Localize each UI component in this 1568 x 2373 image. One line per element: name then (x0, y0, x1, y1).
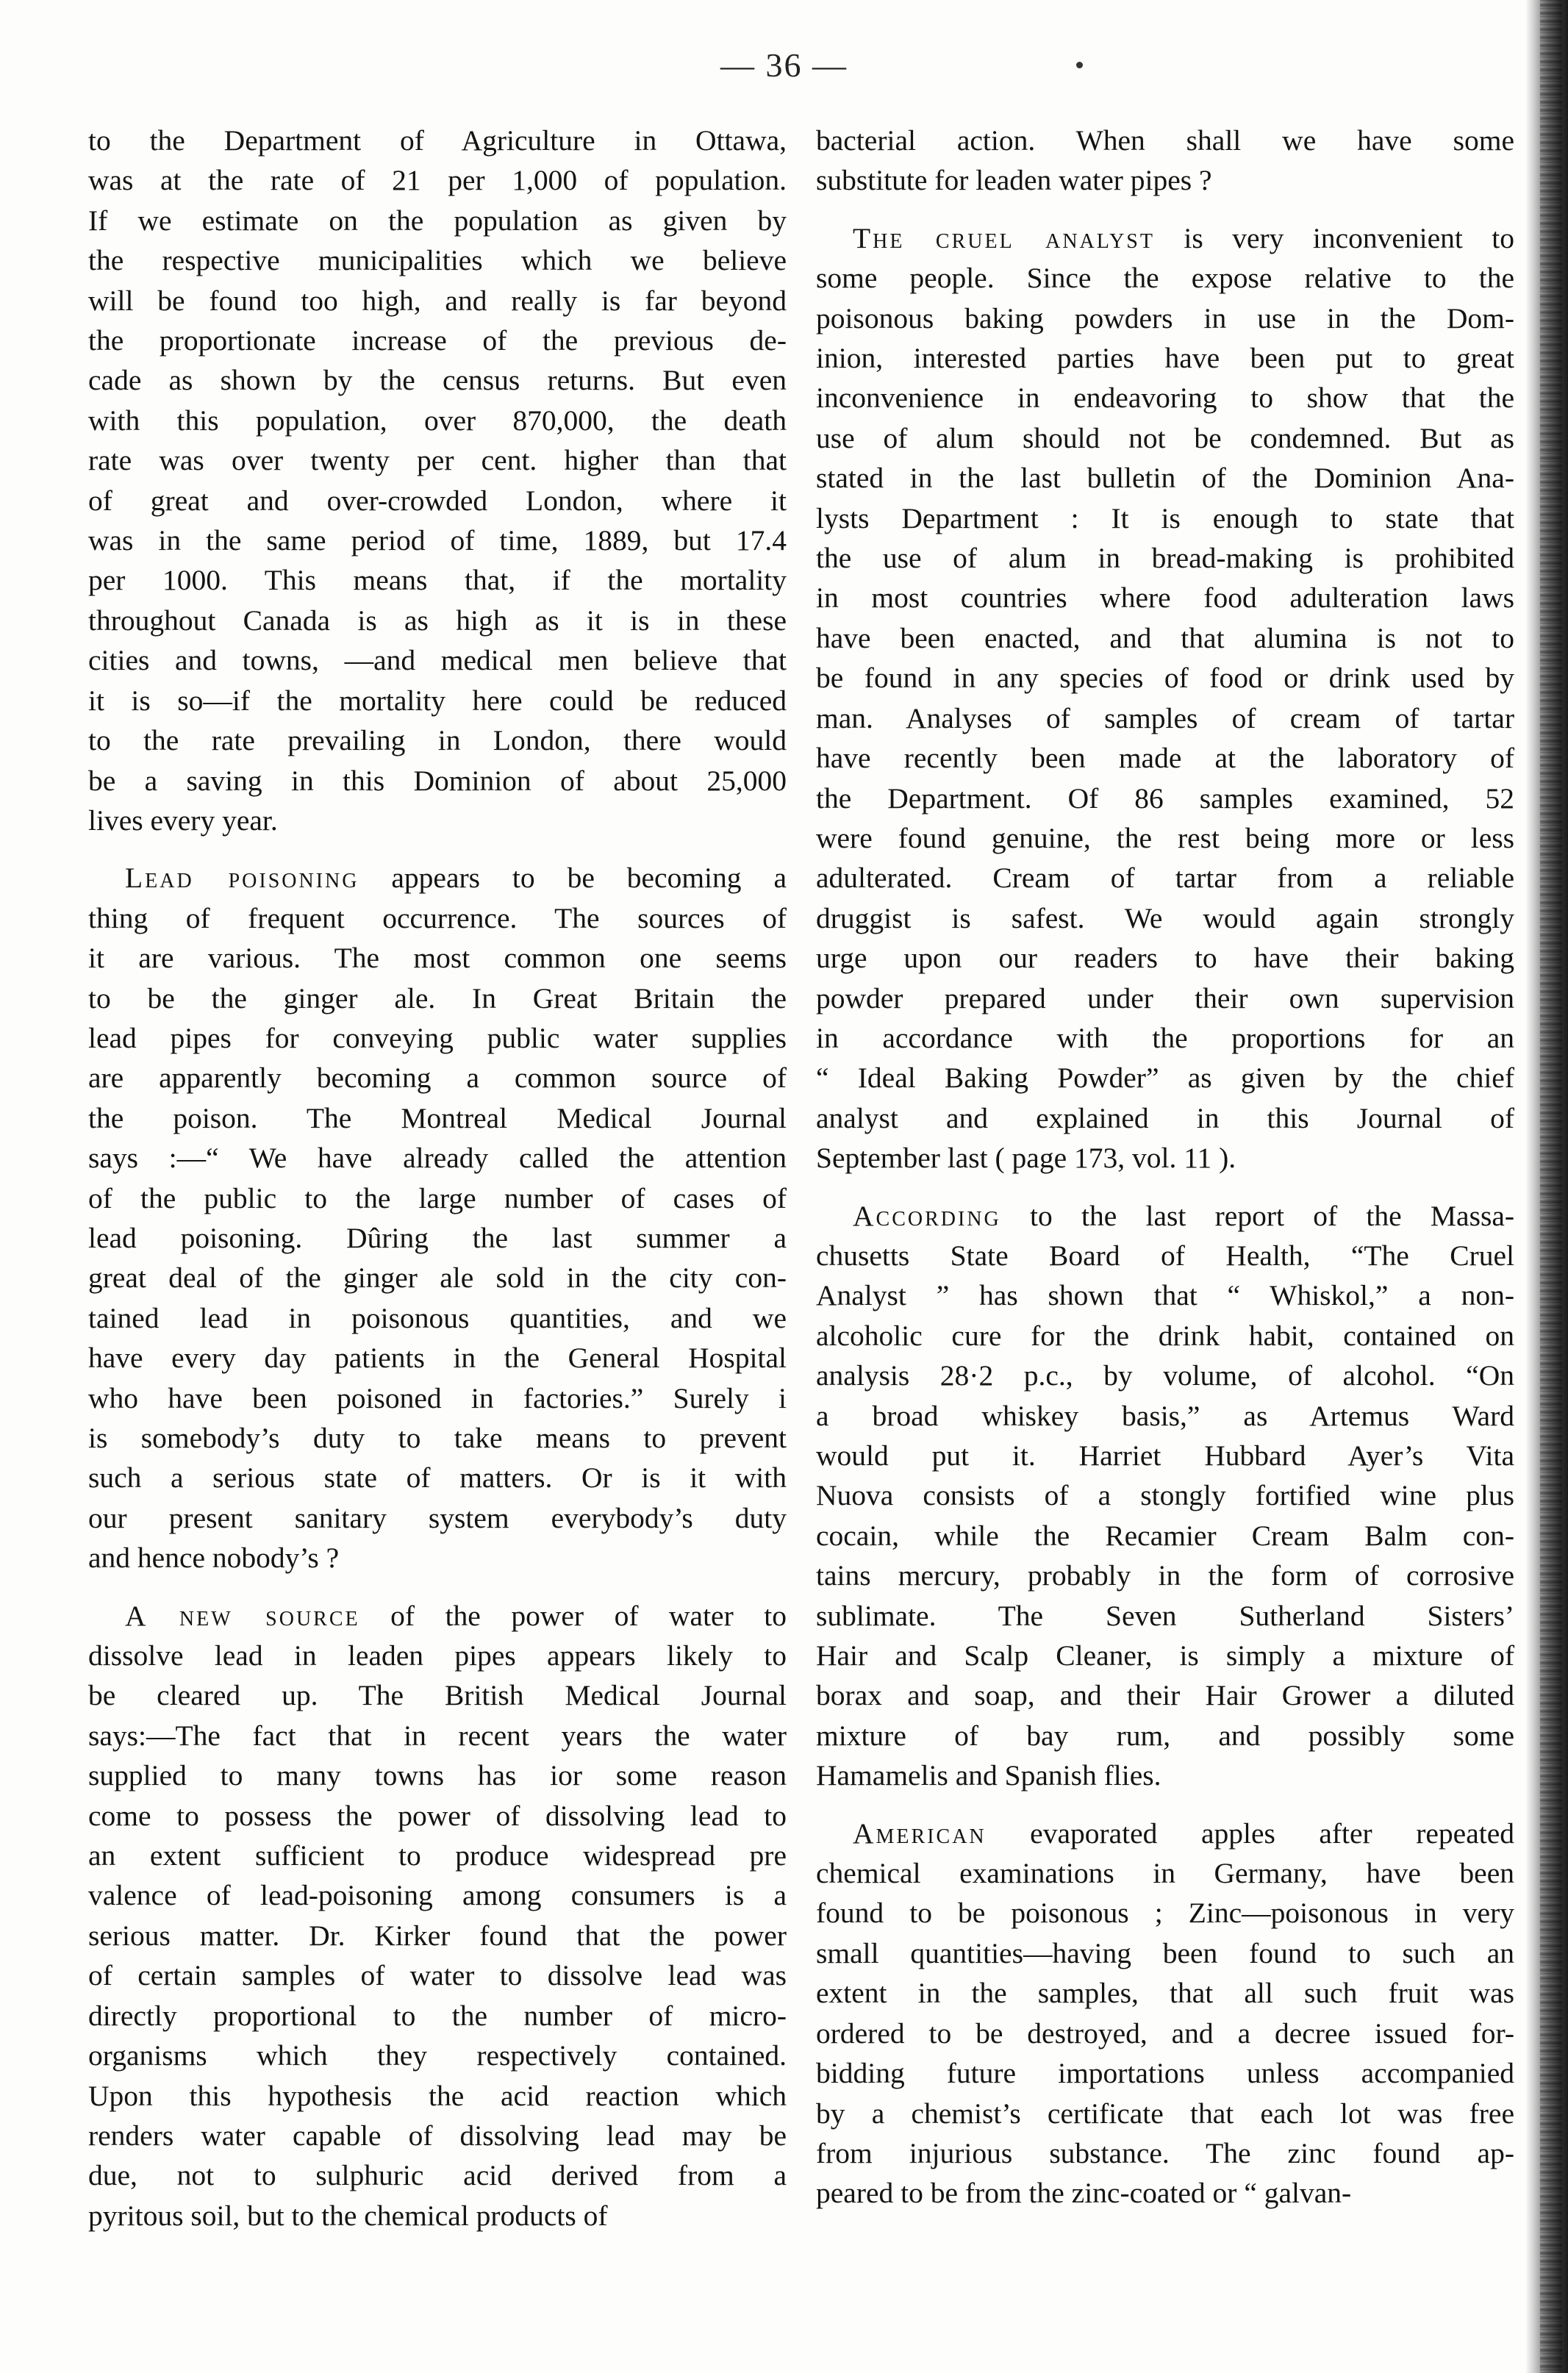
text-line: stated in the last bulletin of the Dominion Ana- (816, 462, 1514, 495)
paragraph-lead-in: American (853, 1817, 987, 1850)
text-line: due, not to sulphuric acid derived from a (88, 2159, 787, 2192)
text-line: it is so—if the mortality here could be reduced (88, 684, 787, 717)
text-line (816, 1814, 1514, 1853)
text-line: thing of frequent occurrence. The sources of (88, 901, 787, 934)
text-line: our present sanitary system everybody’s duty (88, 1501, 787, 1534)
printing-speck (1076, 62, 1083, 68)
text-line: tained lead in poisonous quantities, and we (88, 1301, 787, 1334)
text-line: by a chemist’s certificate that each lot was free (816, 2097, 1514, 2130)
text-line: the respective municipalities which we believe (88, 244, 787, 277)
text-line: peared to be from the zinc-coated or “ galvan- (816, 2177, 1352, 2210)
text-line (88, 1596, 787, 1636)
text-line: lives every year. (88, 803, 278, 837)
article-paragraph (88, 121, 787, 840)
text-line: alcoholic cure for the drink habit, contained on (816, 1319, 1514, 1352)
text-line: renders water capable of dissolving lead may be (88, 2119, 787, 2152)
article-paragraph (816, 1814, 1514, 2213)
text-line: directly proportional to the number of micro- (88, 1999, 787, 2032)
text-line: tains mercury, probably in the form of corrosive (816, 1559, 1514, 1592)
text-line: in most countries where food adulteration laws (816, 581, 1514, 615)
text-line: Analyst ” has shown that “ Whiskol,” a non- (816, 1279, 1514, 1312)
text-line: such a serious state of matters. Or is it with (88, 1461, 787, 1495)
text-line: says :—“ We have already called the attention (88, 1142, 787, 1175)
text-line-content: appears to be becoming a (359, 862, 787, 895)
article-paragraph (816, 1196, 1514, 1796)
text-line (88, 858, 787, 898)
text-line (816, 218, 1514, 258)
text-line: dissolve lead in leaden pipes appears likely to (88, 1639, 787, 1672)
text-line: Hamamelis and Spanish flies. (816, 1759, 1161, 1792)
text-line: be cleared up. The British Medical Journal (88, 1679, 787, 1712)
text-line: analyst and explained in this Journal of (816, 1101, 1514, 1134)
text-line: small quantities—having been found to such an (816, 1936, 1514, 1969)
text-line-content: of the power of water to (359, 1599, 787, 1632)
text-line: to be the ginger ale. In Great Britain the (88, 981, 787, 1014)
text-line: says:—The fact that in recent years the water (88, 1719, 787, 1752)
text-line: the proportionate increase of the previous de- (88, 324, 787, 357)
text-line: druggist is safest. We would again strongly (816, 901, 1514, 934)
text-line: bidding future importations unless accompanied (816, 2057, 1514, 2090)
text-line: Upon this hypothesis the acid reaction which (88, 2079, 787, 2112)
scanned-page-edge-texture (1540, 0, 1562, 2373)
text-line: per 1000. This means that, if the mortality (88, 564, 787, 597)
text-line: Nuova consists of a stongly fortified wine plus (816, 1479, 1514, 1512)
text-line: the poison. The Montreal Medical Journal (88, 1101, 787, 1134)
text-line: Hair and Scalp Cleaner, is simply a mixture of (816, 1639, 1514, 1672)
text-line: a broad whiskey basis,” as Artemus Ward (816, 1399, 1514, 1432)
text-line: ordered to be destroyed, and a decree issued for- (816, 2016, 1514, 2050)
text-line: bacterial action. When shall we have some (816, 124, 1514, 157)
text-line: have recently been made at the laboratory of (816, 742, 1514, 775)
text-line: be found in any species of food or drink used by (816, 662, 1514, 695)
text-line-content: to the last report of the Massa- (1000, 1199, 1514, 1232)
text-line: the use of alum in bread-making is prohibited (816, 542, 1514, 575)
text-line: supplied to many towns has ior some reason (88, 1759, 787, 1792)
text-line: serious matter. Dr. Kirker found that the power (88, 1919, 787, 1952)
text-line (816, 1196, 1514, 1236)
text-line: throughout Canada is as high as it is in these (88, 604, 787, 637)
text-line: powder prepared under their own supervision (816, 981, 1514, 1014)
text-line: analysis 28·2 p.c., by volume, of alcohol. “On (816, 1359, 1514, 1392)
text-line: man. Analyses of samples of cream of tartar (816, 701, 1514, 734)
text-line: cocain, while the Recamier Cream Balm con- (816, 1519, 1514, 1552)
text-line: chusetts State Board of Health, “The Cruel (816, 1239, 1514, 1272)
text-line: of certain samples of water to dissolve lead was (88, 1959, 787, 1992)
text-line: of great and over-crowded London, where it (88, 484, 787, 517)
text-line: mixture of bay rum, and possibly some (816, 1719, 1514, 1752)
text-line: would put it. Harriet Hubbard Ayer’s Vita (816, 1439, 1514, 1472)
paragraph-lead-in: According (853, 1199, 1001, 1232)
text-line: cade as shown by the census returns. But even (88, 364, 787, 397)
text-line: extent in the samples, that all such fruit was (816, 1977, 1514, 2010)
text-line: be a saving in this Dominion of about 25,000 (88, 764, 787, 797)
text-line: to the Department of Agriculture in Ottawa, (88, 124, 787, 157)
text-line: with this population, over 870,000, the death (88, 404, 787, 437)
text-line: pyritous soil, but to the chemical products of (88, 2199, 608, 2232)
text-line: “ Ideal Baking Powder” as given by the chief (816, 1062, 1514, 1095)
text-line-content: evaporated apples after repeated (986, 1817, 1514, 1850)
text-line: come to possess the power of dissolving lead to (88, 1799, 787, 1832)
text-line: lead pipes for conveying public water supplies (88, 1021, 787, 1054)
text-line: sublimate. The Seven Sutherland Sisters’ (816, 1599, 1514, 1632)
text-line: If we estimate on the population as given by (88, 204, 787, 237)
text-line: lysts Department : It is enough to state that (816, 501, 1514, 534)
text-line: it are various. The most common one seems (88, 942, 787, 975)
text-line: inion, interested parties have been put to great (816, 342, 1514, 375)
text-line: were found genuine, the rest being more or less (816, 821, 1514, 854)
text-line: are apparently becoming a common source of (88, 1062, 787, 1095)
text-line: borax and soap, and their Hair Grower a diluted (816, 1679, 1514, 1712)
text-line: substitute for leaden water pipes ? (816, 164, 1212, 197)
text-line: organisms which they respectively contained. (88, 2039, 787, 2072)
text-line: chemical examinations in Germany, have been (816, 1857, 1514, 1890)
text-line: and hence nobody’s ? (88, 1542, 340, 1575)
text-line: adulterated. Cream of tartar from a reliable (816, 862, 1514, 895)
text-line: urge upon our readers to have their baking (816, 942, 1514, 975)
text-line: rate was over twenty per cent. higher than that (88, 444, 787, 477)
paragraph-lead-in: The cruel analyst (853, 221, 1155, 254)
left-column (88, 121, 787, 2236)
text-line: great deal of the ginger ale sold in the city con- (88, 1261, 787, 1295)
text-line: is somebody’s duty to take means to prevent (88, 1422, 787, 1454)
text-line: to the rate prevailing in London, there would (88, 724, 787, 757)
text-line: the Department. Of 86 samples examined, 52 (816, 781, 1514, 815)
text-line: who have been poisoned in factories.” Surely i (88, 1381, 787, 1414)
text-line: from injurious substance. The zinc found ap- (816, 2136, 1514, 2169)
text-line: some people. Since the expose relative to the (816, 262, 1514, 295)
text-line: valence of lead-poisoning among consumers is a (88, 1879, 787, 1912)
paragraph-lead-in: Lead poisoning (125, 862, 359, 895)
text-line: was at the rate of 21 per 1,000 of population. (88, 164, 787, 197)
page-number: — 36 — (720, 46, 848, 84)
article-paragraph (816, 218, 1514, 1178)
article-paragraph (88, 858, 787, 1578)
text-line: have every day patients in the General Hospital (88, 1342, 787, 1375)
right-column (816, 121, 1514, 2213)
text-line: September last ( page 173, vol. 11 ). (816, 1142, 1236, 1175)
text-line: found to be poisonous ; Zinc—poisonous in very (816, 1897, 1514, 1930)
text-line: cities and towns, —and medical men believe that (88, 644, 787, 677)
text-line: will be found too high, and really is far beyond (88, 284, 787, 317)
text-line: lead poisoning. Dûring the last summer a (88, 1221, 787, 1254)
text-line: of the public to the large number of cases of (88, 1181, 787, 1214)
text-line: use of alum should not be condemned. But as (816, 421, 1514, 454)
text-line: an extent sufficient to produce widespread pre (88, 1839, 787, 1872)
text-line: in accordance with the proportions for an (816, 1021, 1514, 1054)
paragraph-lead-in: A new source (125, 1599, 360, 1632)
article-paragraph (88, 1596, 787, 2236)
text-line: poisonous baking powders in use in the Dom- (816, 301, 1514, 334)
text-line: was in the same period of time, 1889, but 17.4 (88, 524, 787, 557)
article-paragraph (816, 121, 1514, 201)
text-line-content: is very inconvenient to (1154, 221, 1514, 254)
text-line: have been enacted, and that alumina is not to (816, 621, 1514, 654)
text-line: inconvenience in endeavoring to show that the (816, 382, 1514, 415)
